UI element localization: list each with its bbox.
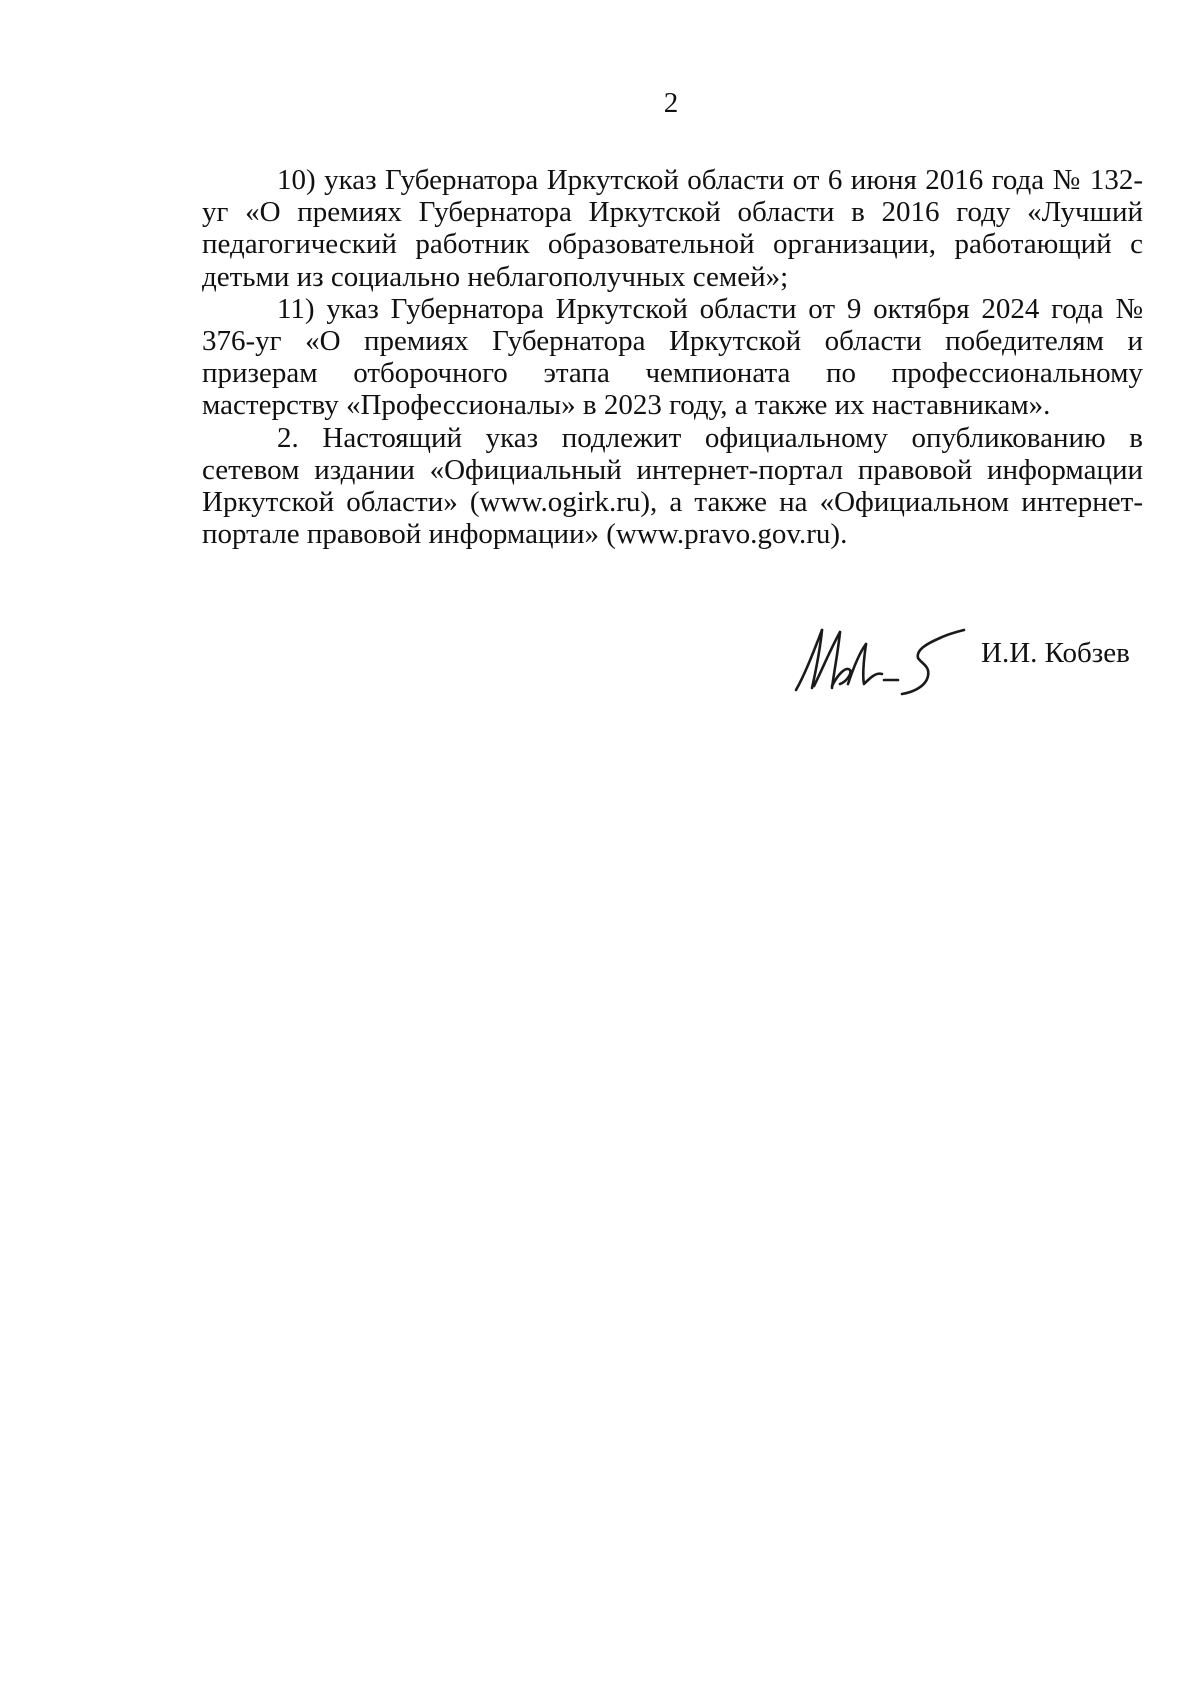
paragraph-publication: 2. Настоящий указ подлежит официальному опубликованию в сетевом издании «Официальный интернет-портал правовой информации Иркутской области» (www.ogirk.ru), а также на «Официальном интернет-портале правовой информации» (www.pravo.gov.ru).: [202, 421, 1143, 551]
signer-name: И.И. Кобзев: [981, 637, 1130, 669]
paragraph-item-11: 11) указ Губернатора Иркутской области от 9 октября 2024 года № 376-уг «О премиях Губернатора Иркутской области победителям и призерам отборочного этапа чемпионата по профессиональному мастерству «Профессионалы» в 2023 году, а также их наставникам».: [202, 292, 1143, 422]
page-number: 2: [663, 87, 679, 119]
paragraph-item-10: 10) указ Губернатора Иркутской области от 6 июня 2016 года № 132-уг «О премиях Губернатора Иркутской области в 2016 году «Лучший педагогический работник образовательной организации, работающий с детьми из социально неблагополучных семей»;: [202, 164, 1143, 293]
handwritten-signature-icon: [790, 622, 970, 700]
document-body: [202, 164, 1143, 550]
signature-block: [790, 622, 1140, 702]
